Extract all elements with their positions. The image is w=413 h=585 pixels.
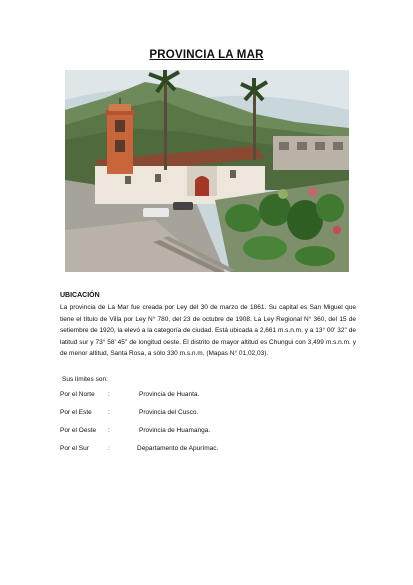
limit-value: Provincia de Huamanga. xyxy=(139,427,211,434)
limit-direction: Por el Este xyxy=(60,409,92,416)
limit-colon: : xyxy=(108,409,110,416)
limit-value: Provincia del Cusco. xyxy=(139,409,199,416)
section-heading: UBICACIÓN xyxy=(60,292,100,299)
town-square-photo xyxy=(65,70,349,272)
limit-colon: : xyxy=(108,391,110,398)
document-title: PROVINCIA LA MAR xyxy=(149,49,264,61)
limit-value: Provincia de Huanta. xyxy=(139,391,200,398)
limit-colon: : xyxy=(108,427,110,434)
limit-direction: Por el Norte xyxy=(60,391,95,398)
limit-direction: Por el Oeste xyxy=(60,427,97,434)
limit-direction: Por el Sur xyxy=(60,445,89,452)
limits-intro: Sus límites son: xyxy=(62,376,108,383)
location-paragraph: La provincia de La Mar fue creada por Ley del 30 de marzo de 1861. Su capital es San Miguel que tiene el título de Villa por Ley N° 780, del 23 de octubre de 1908. La Ley Regional N° 360, del 15 de setiembre de 1920, la elevó a la categoría de ciudad. Está ubicada a 2,661 m.s.n.m. y a 13° 00' 32'' de latitud sur y 73° 58' 45'' de longitud oeste. El distrito de mayor altitud es Chungui con 3,499 m.s.n.m. y de menor altitud, Santa Rosa, a sólo 330 m.s.n.m. (Mapas N° 01,02,03). xyxy=(60,304,356,358)
limit-value: Departamento de Apurímac. xyxy=(137,445,219,452)
limit-colon: : xyxy=(108,445,110,452)
